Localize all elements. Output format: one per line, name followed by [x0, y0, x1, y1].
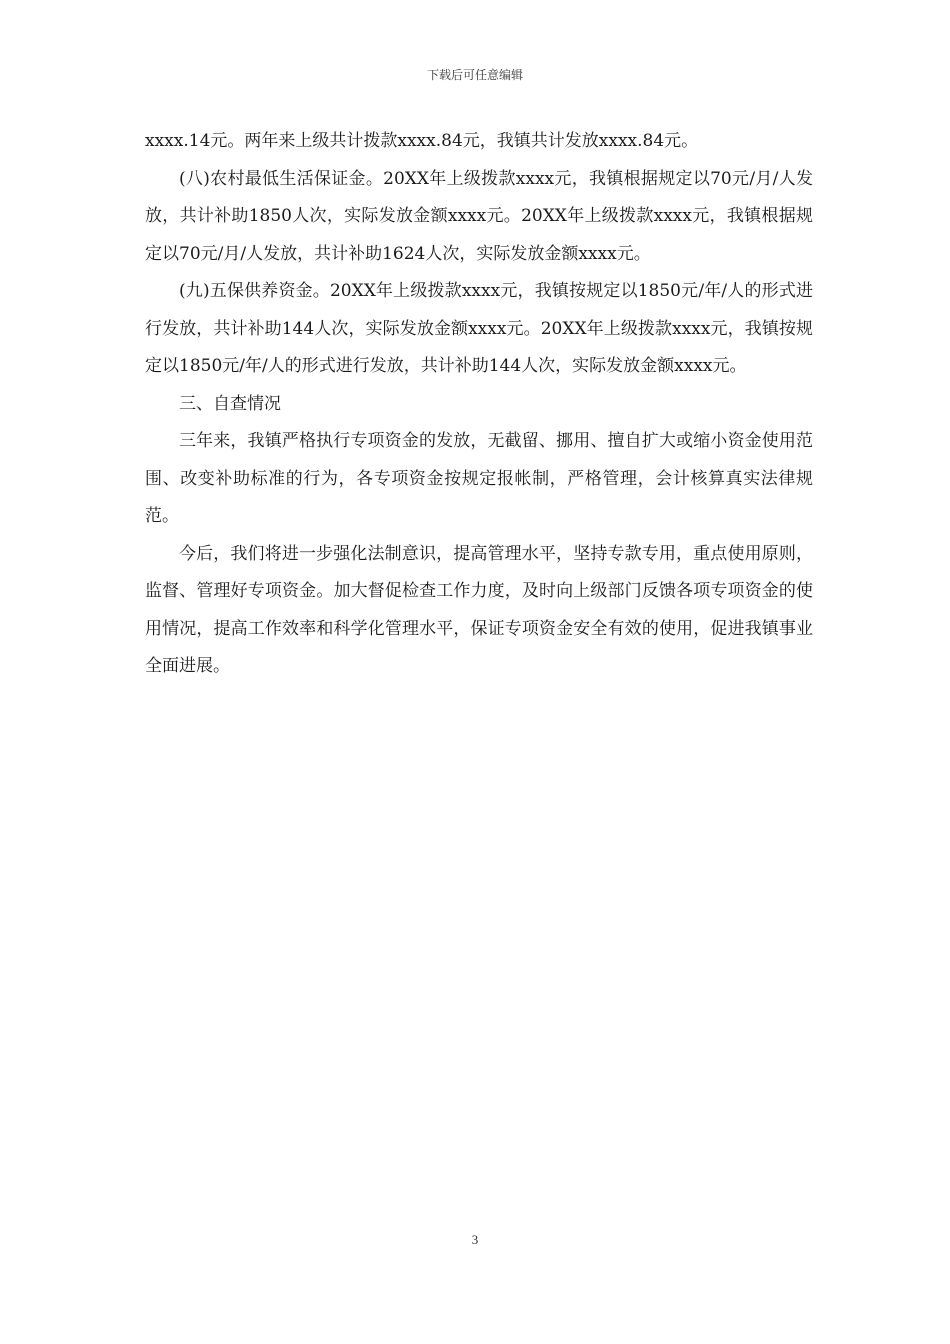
paragraph-future-plans: 今后，我们将进一步强化法制意识，提高管理水平，坚持专款专用，重点使用原则，监督、管理好专项资金。加大督促检查工作力度，及时向上级部门反馈各项专项资金的使用情况，提高工作效率和科学化管理水平，保证专项资金安全有效的使用，促进我镇事业全面进展。: [145, 543, 813, 676]
document-body: [145, 123, 813, 686]
page-number: 3: [471, 1232, 479, 1247]
paragraph-funding-continuation: xxxx.14元。两年来上级共计拨款xxxx.84元，我镇共计发放xxxx.84元。: [145, 131, 699, 151]
paragraph-five-guarantees: (九)五保供养资金。20XX年上级拨款xxxx元，我镇按规定以1850元/年/人的形式进行发放，共计补助144人次，实际发放金额xxxx元。20XX年上级拨款xxxx元，我镇按规定以1850元/年/人的形式进行发放，共计补助144人次，实际发放金额xxxx元。: [145, 281, 813, 376]
section-heading-self-inspection: 三、自查情况: [179, 393, 281, 414]
page-header: 下载后可任意编辑: [426, 68, 523, 82]
paragraph-rural-minimum-living: (八)农村最低生活保证金。20XX年上级拨款xxxx元，我镇根据规定以70元/月/人发放，共计补助1850人次，实际发放金额xxxx元。20XX年上级拨款xxxx元，我镇根据规定以70元/月/人发放，共计补助1624人次，实际发放金额xxxx元。: [145, 168, 813, 264]
paragraph-self-inspection: 三年来，我镇严格执行专项资金的发放，无截留、挪用、擅自扩大或缩小资金使用范围、改变补助标准的行为，各专项资金按规定报帐制，严格管理，会计核算真实法律规范。: [145, 431, 813, 526]
